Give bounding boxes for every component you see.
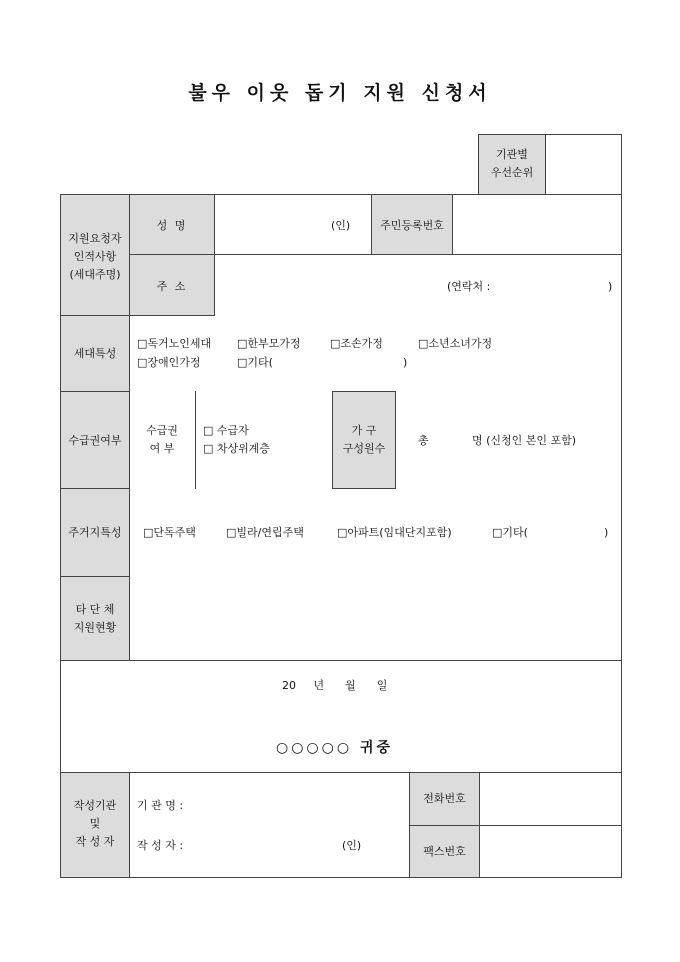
household-option-elderly[interactable]: □독거노인세대 <box>137 337 212 350</box>
rrn-field[interactable] <box>454 196 620 253</box>
name-label: 성 명 <box>156 219 188 232</box>
fax-label: 팩스번호 <box>423 845 466 858</box>
author-row-top <box>60 772 622 773</box>
applicant-section-line2: 인적사항 <box>73 250 117 263</box>
benefit-option-near-poverty[interactable]: □ 차상위계층 <box>203 442 271 455</box>
address-field[interactable] <box>216 256 620 314</box>
household-option-grandparent[interactable]: □조손가정 <box>330 337 383 350</box>
writer-label: 작 성 자 : <box>137 839 184 852</box>
priority-label-line1: 기관별 <box>496 148 528 161</box>
phone-field[interactable] <box>481 774 620 824</box>
phone-fax-divider <box>480 825 622 826</box>
address-row-divider <box>129 254 622 255</box>
members-total-label: 총 <box>418 434 429 447</box>
contact-label: (연락처 : <box>447 280 491 293</box>
recipient-line: ○○○○○ 귀중 <box>276 740 394 756</box>
author-label-line2: 및 <box>89 817 101 830</box>
fax-field[interactable] <box>481 827 620 876</box>
priority-value-cell[interactable] <box>545 134 622 195</box>
other-support-label-line2: 지원현황 <box>73 621 117 634</box>
applicant-section-line1: 지원요청자 <box>68 232 122 245</box>
phone-label: 전화번호 <box>423 792 466 805</box>
applicant-section-line3: (세대주명) <box>69 268 121 281</box>
contact-close: ) <box>608 280 613 293</box>
benefit-label: 수급권여부 <box>68 434 122 447</box>
household-option-other[interactable]: □기타( <box>237 356 273 369</box>
other-support-field[interactable] <box>131 578 620 659</box>
household-option-single-parent[interactable]: □한부모가정 <box>237 337 301 350</box>
benefit-sub-line2: 여 부 <box>149 442 175 455</box>
org-name-label: 기 관 명 : <box>137 799 184 812</box>
author-label-line3: 작 성 자 <box>75 835 115 848</box>
date-row-top <box>60 660 622 661</box>
other-support-label-line1: 타 단 체 <box>75 603 115 616</box>
household-label: 세대특성 <box>73 347 117 360</box>
form-title: 불우 이웃 돕기 지원 신청서 <box>188 82 492 104</box>
housing-label: 주거지특성 <box>68 526 122 539</box>
members-label-line2: 구성원수 <box>342 442 386 455</box>
benefit-sub-divider <box>195 391 196 489</box>
household-option-minor-head[interactable]: □소년소녀가정 <box>418 337 493 350</box>
writer-seal-mark: (인) <box>342 839 362 852</box>
housing-option-apartment[interactable]: □아파트(임대단지포함) <box>337 526 452 539</box>
household-option-disabled[interactable]: □장애인가정 <box>137 356 201 369</box>
name-seal-mark: (인) <box>331 219 351 232</box>
date-line: 20 년 월 일 <box>282 679 388 692</box>
members-label-line1: 가 구 <box>351 424 377 437</box>
benefit-option-recipient[interactable]: □ 수급자 <box>203 424 249 437</box>
members-persons-label: 명 (신청인 본인 포함) <box>472 434 577 447</box>
rrn-label: 주민등록번호 <box>380 219 444 232</box>
author-label-line1: 작성기관 <box>73 799 117 812</box>
household-other-close: ) <box>403 356 408 369</box>
priority-label-line2: 우선순위 <box>490 166 534 179</box>
housing-other-close: ) <box>604 526 609 539</box>
address-label: 주 소 <box>156 280 188 293</box>
housing-option-villa[interactable]: □빌라/연립주택 <box>226 526 304 539</box>
housing-option-detached[interactable]: □단독주택 <box>143 526 196 539</box>
benefit-sub-line1: 수급권 <box>146 424 178 437</box>
housing-option-other[interactable]: □기타( <box>492 526 528 539</box>
